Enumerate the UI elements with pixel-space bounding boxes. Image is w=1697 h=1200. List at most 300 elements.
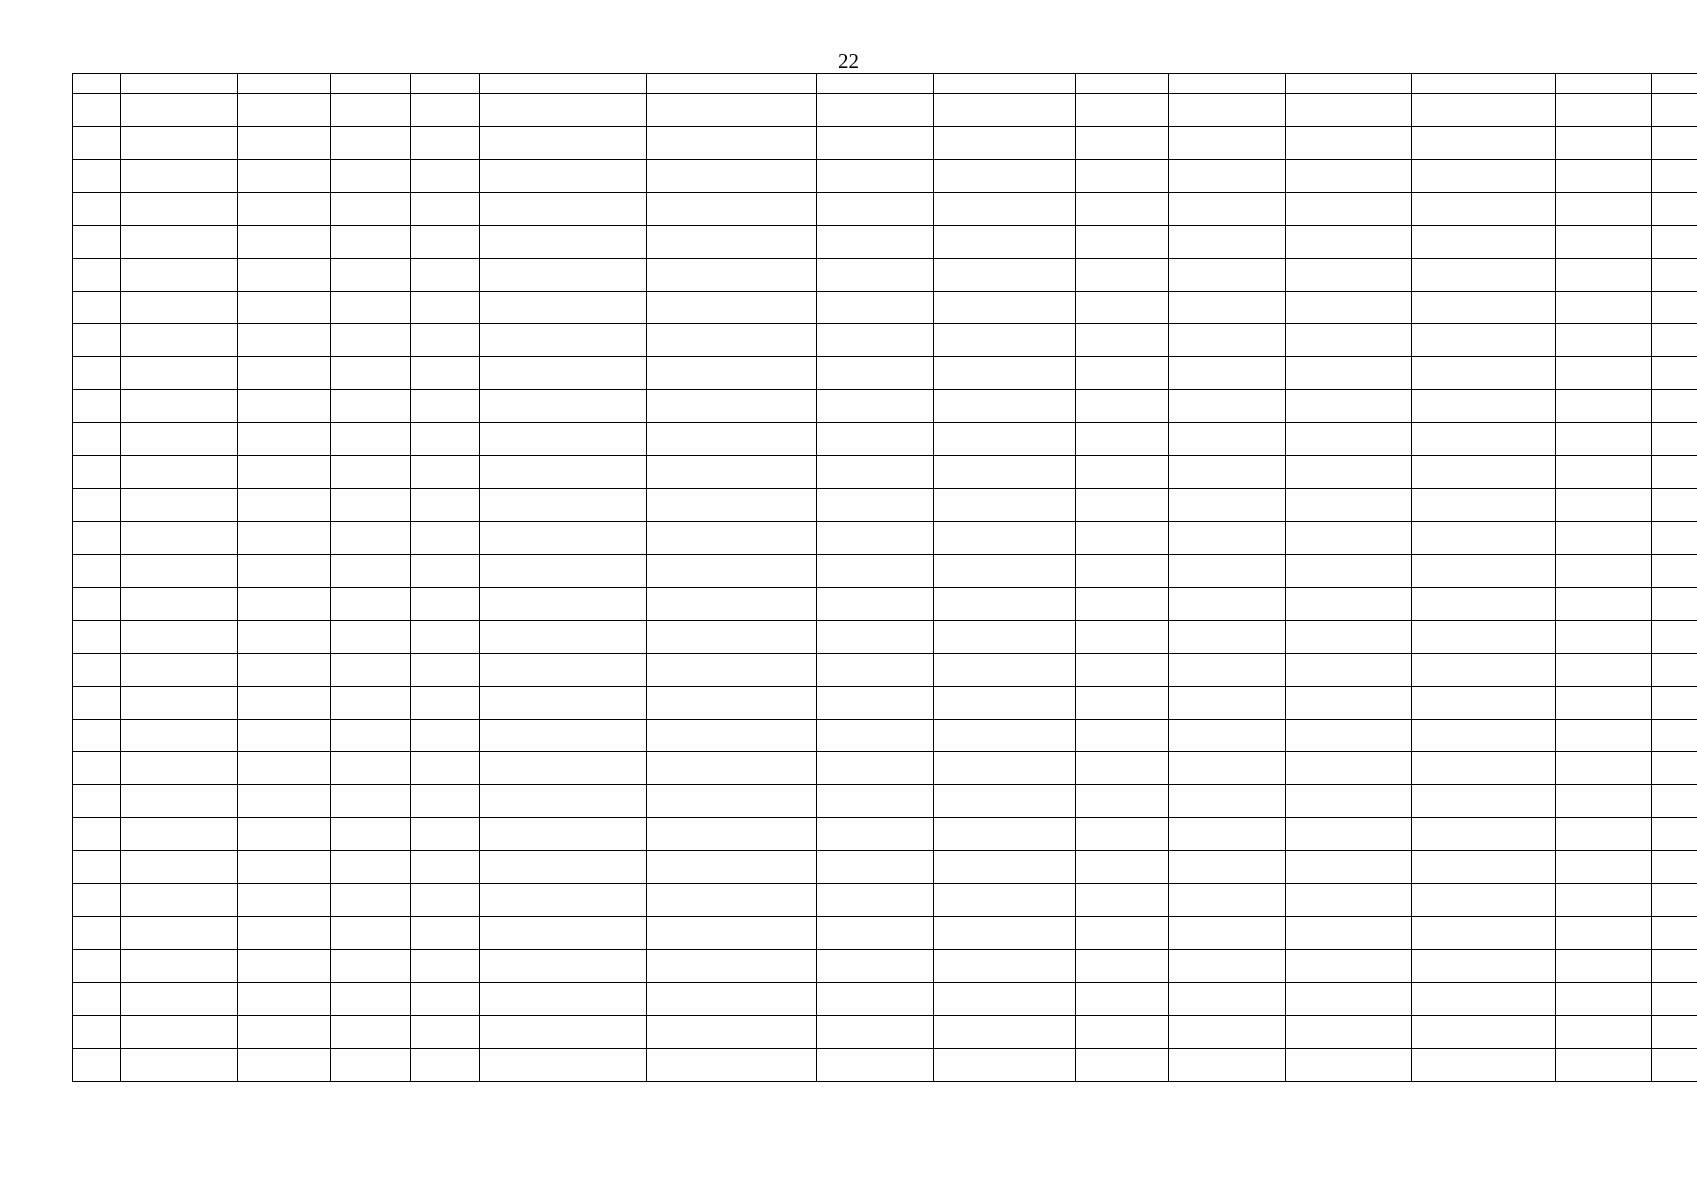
- table-cell: [1652, 159, 1697, 192]
- table-cell: [480, 653, 647, 686]
- table-cell: [121, 818, 238, 851]
- table-cell: [647, 620, 817, 653]
- table-cell: [1652, 752, 1697, 785]
- table-cell: [1169, 949, 1286, 982]
- table-cell: [1076, 851, 1169, 884]
- table-cell: [411, 719, 480, 752]
- table-cell: [1556, 982, 1652, 1015]
- table-cell: [121, 752, 238, 785]
- table-cell: [1286, 686, 1412, 719]
- table-cell: [817, 521, 934, 554]
- table-row: [73, 851, 1697, 884]
- table-cell: [1412, 192, 1556, 225]
- table-cell: [480, 686, 647, 719]
- table-cell: [1076, 554, 1169, 587]
- table-cell: [1412, 94, 1556, 127]
- table-cell: [331, 74, 411, 94]
- table-cell: [934, 126, 1076, 159]
- table-cell: [934, 785, 1076, 818]
- table-cell: [1169, 653, 1286, 686]
- table-cell: [121, 225, 238, 258]
- table-cell: [647, 489, 817, 522]
- table-cell: [647, 1048, 817, 1081]
- table-cell: [817, 390, 934, 423]
- table-cell: [1652, 74, 1697, 94]
- table-cell: [647, 554, 817, 587]
- table-cell: [238, 686, 331, 719]
- table-cell: [411, 686, 480, 719]
- table-cell: [1652, 258, 1697, 291]
- table-cell: [73, 126, 121, 159]
- table-cell: [1286, 1015, 1412, 1048]
- table-cell: [1169, 390, 1286, 423]
- table-cell: [934, 456, 1076, 489]
- table-cell: [411, 192, 480, 225]
- table-cell: [647, 785, 817, 818]
- table-cell: [121, 423, 238, 456]
- table-cell: [817, 884, 934, 917]
- table-cell: [1169, 74, 1286, 94]
- table-cell: [817, 324, 934, 357]
- table-cell: [1412, 851, 1556, 884]
- table-row: [73, 653, 1697, 686]
- table-cell: [647, 456, 817, 489]
- table-cell: [411, 1015, 480, 1048]
- table-cell: [1286, 456, 1412, 489]
- table-cell: [73, 456, 121, 489]
- table-cell: [1286, 884, 1412, 917]
- table-row: [73, 74, 1697, 94]
- table-cell: [1286, 818, 1412, 851]
- table-cell: [238, 587, 331, 620]
- table-cell: [1556, 554, 1652, 587]
- table-cell: [1286, 126, 1412, 159]
- table-cell: [73, 159, 121, 192]
- table-cell: [1556, 291, 1652, 324]
- table-cell: [1076, 225, 1169, 258]
- table-cell: [238, 949, 331, 982]
- table-cell: [934, 489, 1076, 522]
- table-cell: [1286, 489, 1412, 522]
- table-cell: [1556, 225, 1652, 258]
- table-cell: [238, 423, 331, 456]
- table-cell: [1076, 390, 1169, 423]
- table-cell: [331, 949, 411, 982]
- table-cell: [331, 653, 411, 686]
- table-cell: [1169, 489, 1286, 522]
- table-cell: [934, 324, 1076, 357]
- data-table: [72, 73, 1697, 1082]
- table-cell: [121, 1015, 238, 1048]
- table-cell: [1652, 1048, 1697, 1081]
- table-cell: [1412, 1015, 1556, 1048]
- table-cell: [331, 126, 411, 159]
- table-cell: [411, 390, 480, 423]
- table-cell: [411, 258, 480, 291]
- table-cell: [934, 291, 1076, 324]
- table-cell: [1076, 126, 1169, 159]
- table-cell: [1412, 884, 1556, 917]
- table-row: [73, 489, 1697, 522]
- table-cell: [1652, 357, 1697, 390]
- table-cell: [73, 884, 121, 917]
- table-cell: [1412, 390, 1556, 423]
- table-cell: [73, 489, 121, 522]
- table-row: [73, 357, 1697, 390]
- table-cell: [121, 521, 238, 554]
- table-cell: [1169, 258, 1286, 291]
- table-cell: [1169, 159, 1286, 192]
- table-cell: [121, 949, 238, 982]
- page-number: 22: [838, 49, 859, 73]
- table-cell: [1169, 752, 1286, 785]
- table-cell: [817, 159, 934, 192]
- table-cell: [1556, 686, 1652, 719]
- table-cell: [1652, 949, 1697, 982]
- table-cell: [1286, 390, 1412, 423]
- table-cell: [647, 653, 817, 686]
- table-cell: [411, 423, 480, 456]
- table-cell: [1169, 521, 1286, 554]
- table-cell: [1169, 126, 1286, 159]
- table-cell: [1556, 1048, 1652, 1081]
- table-cell: [1556, 357, 1652, 390]
- table-cell: [238, 851, 331, 884]
- table-cell: [331, 752, 411, 785]
- table-cell: [647, 291, 817, 324]
- table-cell: [1076, 159, 1169, 192]
- table-cell: [817, 653, 934, 686]
- table-cell: [1556, 719, 1652, 752]
- table-cell: [1412, 917, 1556, 950]
- table-cell: [1169, 94, 1286, 127]
- table-cell: [480, 587, 647, 620]
- table-cell: [73, 653, 121, 686]
- table-row: [73, 884, 1697, 917]
- table-cell: [1286, 949, 1412, 982]
- table-row: [73, 423, 1697, 456]
- table-cell: [1169, 225, 1286, 258]
- table-cell: [411, 818, 480, 851]
- table-cell: [1556, 126, 1652, 159]
- table-cell: [121, 719, 238, 752]
- table-cell: [934, 94, 1076, 127]
- table-cell: [238, 258, 331, 291]
- table-cell: [73, 258, 121, 291]
- table-cell: [1556, 884, 1652, 917]
- table-cell: [411, 949, 480, 982]
- table-row: [73, 94, 1697, 127]
- table-cell: [1412, 752, 1556, 785]
- table-row: [73, 719, 1697, 752]
- table-cell: [331, 884, 411, 917]
- table-cell: [817, 489, 934, 522]
- table-cell: [121, 456, 238, 489]
- table-cell: [73, 982, 121, 1015]
- table-cell: [1556, 324, 1652, 357]
- table-cell: [480, 94, 647, 127]
- table-cell: [480, 785, 647, 818]
- table-cell: [411, 489, 480, 522]
- table-cell: [934, 818, 1076, 851]
- table-cell: [331, 456, 411, 489]
- table-cell: [934, 192, 1076, 225]
- table-cell: [1286, 258, 1412, 291]
- table-cell: [411, 291, 480, 324]
- table-cell: [73, 357, 121, 390]
- table-cell: [1286, 917, 1412, 950]
- table-cell: [73, 620, 121, 653]
- table-cell: [647, 884, 817, 917]
- table-row: [73, 521, 1697, 554]
- table-cell: [1076, 818, 1169, 851]
- table-cell: [1412, 324, 1556, 357]
- table-cell: [647, 1015, 817, 1048]
- table-cell: [1286, 291, 1412, 324]
- table-cell: [934, 423, 1076, 456]
- table-cell: [817, 587, 934, 620]
- table-cell: [121, 390, 238, 423]
- table-row: [73, 686, 1697, 719]
- table-cell: [238, 719, 331, 752]
- table-cell: [1169, 884, 1286, 917]
- table-cell: [1412, 456, 1556, 489]
- table-cell: [238, 357, 331, 390]
- table-cell: [1412, 949, 1556, 982]
- table-cell: [73, 752, 121, 785]
- table-cell: [1652, 192, 1697, 225]
- table-cell: [411, 225, 480, 258]
- table-cell: [411, 521, 480, 554]
- table-cell: [1286, 324, 1412, 357]
- table-cell: [73, 94, 121, 127]
- table-cell: [934, 884, 1076, 917]
- table-cell: [1412, 258, 1556, 291]
- table-cell: [480, 159, 647, 192]
- table-cell: [1286, 653, 1412, 686]
- table-cell: [1412, 587, 1556, 620]
- table-cell: [238, 982, 331, 1015]
- table-cell: [1556, 489, 1652, 522]
- table-row: [73, 456, 1697, 489]
- table-cell: [1412, 74, 1556, 94]
- table-cell: [1652, 884, 1697, 917]
- table-cell: [1286, 192, 1412, 225]
- table-cell: [817, 752, 934, 785]
- table-cell: [73, 1048, 121, 1081]
- table-cell: [73, 686, 121, 719]
- table-cell: [934, 982, 1076, 1015]
- table-cell: [238, 884, 331, 917]
- table-cell: [480, 982, 647, 1015]
- table-cell: [411, 884, 480, 917]
- table-cell: [121, 159, 238, 192]
- table-cell: [934, 159, 1076, 192]
- table-cell: [647, 686, 817, 719]
- table-cell: [411, 851, 480, 884]
- table-cell: [1286, 620, 1412, 653]
- table-cell: [238, 818, 331, 851]
- table-cell: [934, 225, 1076, 258]
- table-cell: [331, 719, 411, 752]
- table-row: [73, 818, 1697, 851]
- table-cell: [1286, 423, 1412, 456]
- table-cell: [73, 785, 121, 818]
- table-cell: [647, 126, 817, 159]
- table-cell: [411, 620, 480, 653]
- table-row: [73, 620, 1697, 653]
- table-cell: [1556, 752, 1652, 785]
- table-cell: [934, 521, 1076, 554]
- table-cell: [817, 917, 934, 950]
- table-cell: [480, 390, 647, 423]
- table-cell: [121, 884, 238, 917]
- table-cell: [1652, 521, 1697, 554]
- table-cell: [1652, 126, 1697, 159]
- table-cell: [934, 554, 1076, 587]
- table-cell: [1076, 357, 1169, 390]
- table-cell: [1286, 982, 1412, 1015]
- table-cell: [1652, 94, 1697, 127]
- table-cell: [331, 291, 411, 324]
- table-cell: [1556, 587, 1652, 620]
- table-cell: [1169, 917, 1286, 950]
- table-cell: [238, 324, 331, 357]
- table-cell: [1169, 456, 1286, 489]
- table-cell: [1076, 653, 1169, 686]
- table-cell: [1412, 489, 1556, 522]
- table-cell: [121, 1048, 238, 1081]
- table-row: [73, 587, 1697, 620]
- table-cell: [238, 390, 331, 423]
- table-row: [73, 1015, 1697, 1048]
- table-cell: [1412, 1048, 1556, 1081]
- table-cell: [647, 390, 817, 423]
- table-cell: [817, 258, 934, 291]
- table-cell: [1076, 1048, 1169, 1081]
- table-cell: [480, 884, 647, 917]
- table-cell: [1412, 225, 1556, 258]
- table-cell: [817, 192, 934, 225]
- table-row: [73, 225, 1697, 258]
- table-cell: [331, 324, 411, 357]
- table-cell: [73, 949, 121, 982]
- table-cell: [480, 489, 647, 522]
- table-cell: [647, 818, 817, 851]
- table-cell: [1652, 851, 1697, 884]
- table-cell: [934, 851, 1076, 884]
- table-cell: [1556, 917, 1652, 950]
- table-cell: [121, 324, 238, 357]
- table-cell: [331, 818, 411, 851]
- table-cell: [480, 291, 647, 324]
- table-cell: [1169, 291, 1286, 324]
- table-cell: [1076, 785, 1169, 818]
- table-cell: [1412, 423, 1556, 456]
- table-cell: [1652, 291, 1697, 324]
- table-cell: [1076, 1015, 1169, 1048]
- table-cell: [480, 126, 647, 159]
- table-cell: [121, 587, 238, 620]
- table-cell: [647, 949, 817, 982]
- table-cell: [934, 752, 1076, 785]
- table-cell: [121, 357, 238, 390]
- table-cell: [73, 719, 121, 752]
- table-cell: [480, 357, 647, 390]
- table-cell: [934, 258, 1076, 291]
- table-cell: [1076, 489, 1169, 522]
- table-cell: [647, 752, 817, 785]
- table-cell: [1412, 159, 1556, 192]
- table-cell: [1169, 851, 1286, 884]
- table-cell: [1652, 982, 1697, 1015]
- table-cell: [1556, 818, 1652, 851]
- table-cell: [1412, 357, 1556, 390]
- table-cell: [73, 521, 121, 554]
- table-cell: [647, 719, 817, 752]
- table-cell: [480, 752, 647, 785]
- table-cell: [73, 851, 121, 884]
- table-body: [73, 74, 1697, 1082]
- table-cell: [331, 192, 411, 225]
- table-row: [73, 324, 1697, 357]
- table-cell: [1076, 982, 1169, 1015]
- table-cell: [1556, 949, 1652, 982]
- table-cell: [647, 159, 817, 192]
- table-cell: [647, 225, 817, 258]
- table-cell: [817, 456, 934, 489]
- table-cell: [238, 126, 331, 159]
- table-cell: [1556, 159, 1652, 192]
- table-row: [73, 1048, 1697, 1081]
- table-cell: [121, 917, 238, 950]
- table-row: [73, 126, 1697, 159]
- table-cell: [121, 620, 238, 653]
- table-cell: [817, 785, 934, 818]
- table-cell: [1652, 1015, 1697, 1048]
- table-cell: [73, 818, 121, 851]
- table-cell: [331, 1048, 411, 1081]
- table-row: [73, 192, 1697, 225]
- table-cell: [1652, 489, 1697, 522]
- table-cell: [934, 587, 1076, 620]
- table-cell: [1652, 620, 1697, 653]
- table-cell: [1076, 752, 1169, 785]
- table-cell: [238, 1015, 331, 1048]
- table-cell: [1076, 324, 1169, 357]
- table-cell: [331, 785, 411, 818]
- table-cell: [238, 1048, 331, 1081]
- table-cell: [331, 357, 411, 390]
- table-cell: [411, 126, 480, 159]
- table-cell: [1412, 686, 1556, 719]
- table-cell: [411, 752, 480, 785]
- table-cell: [1076, 949, 1169, 982]
- table-cell: [411, 456, 480, 489]
- table-cell: [480, 74, 647, 94]
- table-cell: [1556, 521, 1652, 554]
- table-cell: [121, 554, 238, 587]
- table-cell: [121, 851, 238, 884]
- table-cell: [1556, 94, 1652, 127]
- table-cell: [480, 324, 647, 357]
- table-cell: [480, 1048, 647, 1081]
- table-cell: [121, 653, 238, 686]
- table-cell: [331, 258, 411, 291]
- table-cell: [73, 1015, 121, 1048]
- table-cell: [238, 521, 331, 554]
- table-cell: [480, 917, 647, 950]
